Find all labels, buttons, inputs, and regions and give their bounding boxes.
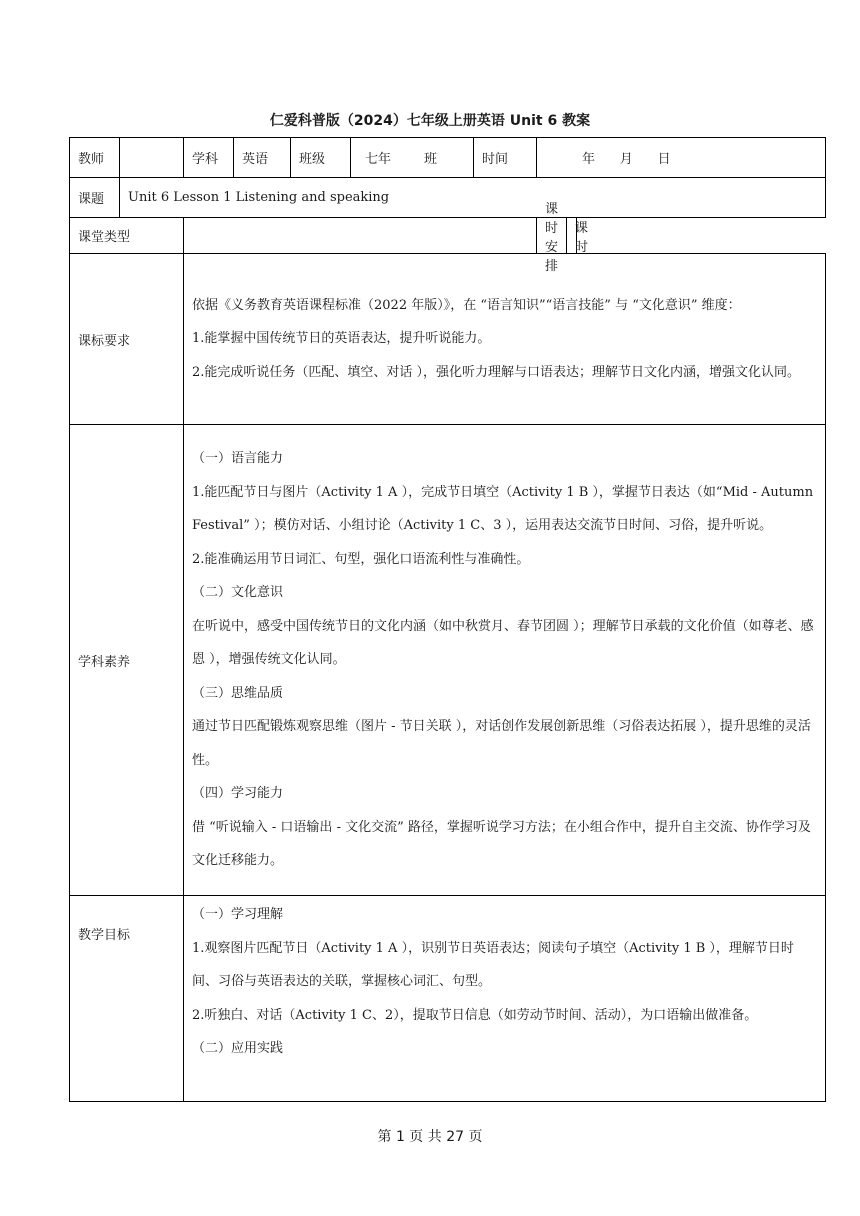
class-label: 班级 [291, 138, 351, 178]
page-number: 第 1 页 共 27 页 [377, 1129, 483, 1145]
topic-value: Unit 6 Lesson 1 Listening and speaking [120, 178, 826, 218]
schedule-value: 课时 [575, 220, 589, 255]
standards-content [184, 254, 826, 425]
class-type-label: 课堂类型 [70, 218, 184, 254]
objectives-line: 2.听独白、对话（Activity 1 C、2），提取节日信息（如劳动节时间、活动），为口语输出做准备。 [192, 1007, 758, 1023]
class-type-value [184, 218, 537, 254]
teacher-value [120, 138, 184, 178]
standards-line: 依据《义务教育英语课程标准（2022 年版）》，在 “语言知识”“语言技能” 与 “文化意识” 维度： [192, 297, 741, 313]
header-row [70, 138, 826, 178]
teacher-label: 教师 [70, 138, 120, 178]
literacy-line: 在听说中，感受中国传统节日的文化内涵（如中秋赏月、春节团圆 ）；理解节日承载的文化价值（如尊老、感恩 ），增强传统文化认同。 [192, 618, 814, 668]
section-heading: （三）思维品质 [192, 685, 284, 701]
literacy-line: 2.能准确运用节日词汇、句型，强化口语流利性与准确性。 [192, 551, 530, 567]
objectives-content [184, 896, 826, 1102]
time-value: 年 月 日 [537, 138, 826, 178]
section-heading: （二）应用实践 [192, 1041, 284, 1056]
section-heading: （四）学习能力 [192, 786, 284, 802]
class-value: 七年 班 [351, 138, 474, 178]
objectives-row [70, 896, 826, 1102]
literacy-content [184, 425, 826, 896]
standards-label: 课标要求 [70, 254, 184, 425]
topic-label: 课题 [70, 178, 120, 218]
standards-row [70, 254, 826, 425]
subject-value: 英语 [234, 138, 291, 178]
standards-line: 1.能掌握中国传统节日的英语表达，提升听说能力。 [192, 331, 491, 347]
section-heading: （一）语言能力 [192, 451, 284, 467]
literacy-line: 1.能匹配节日与图片（Activity 1 A ），完成节日填空（Activity 1 B ），掌握节日表达（如“Mid - Autumn Festival” ）；模仿对话、小组讨论（Activity 1 C、3 ），运用表达交流节日时间、习俗，提升听说。 [192, 484, 814, 534]
objectives-label: 教学目标 [70, 896, 184, 1102]
literacy-line: 通过节日匹配锻炼观察思维（图片 - 节日关联 ），对话创作发展创新思维（习俗表达拓展 ），提升思维的灵活性。 [192, 719, 811, 768]
document-title: 仁爱科普版（2024）七年级上册英语 Unit 6 教案 [269, 113, 591, 129]
lesson-plan-table [69, 137, 826, 1102]
literacy-row [70, 425, 826, 896]
section-heading: （二）文化意识 [192, 585, 284, 601]
schedule-cell [537, 201, 589, 274]
topic-row [70, 178, 826, 218]
time-label: 时间 [474, 138, 537, 178]
literacy-label: 学科素养 [70, 425, 184, 896]
section-heading: （一）学习理解 [192, 907, 284, 922]
schedule-label: 课时安排 [537, 218, 567, 253]
standards-line: 2.能完成听说任务（匹配、填空、对话 ），强化听力理解与口语表达；理解节日文化内涵，增强文化认同。 [192, 364, 801, 380]
objectives-line: 1.观察图片匹配节日（Activity 1 A ），识别节日英语表达；阅读句子填空（Activity 1 B ），理解节日时间、习俗与英语表达的关联，掌握核心词汇、句型。 [192, 940, 794, 989]
class-type-row [70, 218, 826, 254]
subject-label: 学科 [184, 138, 234, 178]
literacy-line: 借 “听说输入 - 口语输出 - 文化交流” 路径，掌握听说学习方法；在小组合作中，提升自主交流、协作学习及文化迁移能力。 [192, 819, 811, 869]
